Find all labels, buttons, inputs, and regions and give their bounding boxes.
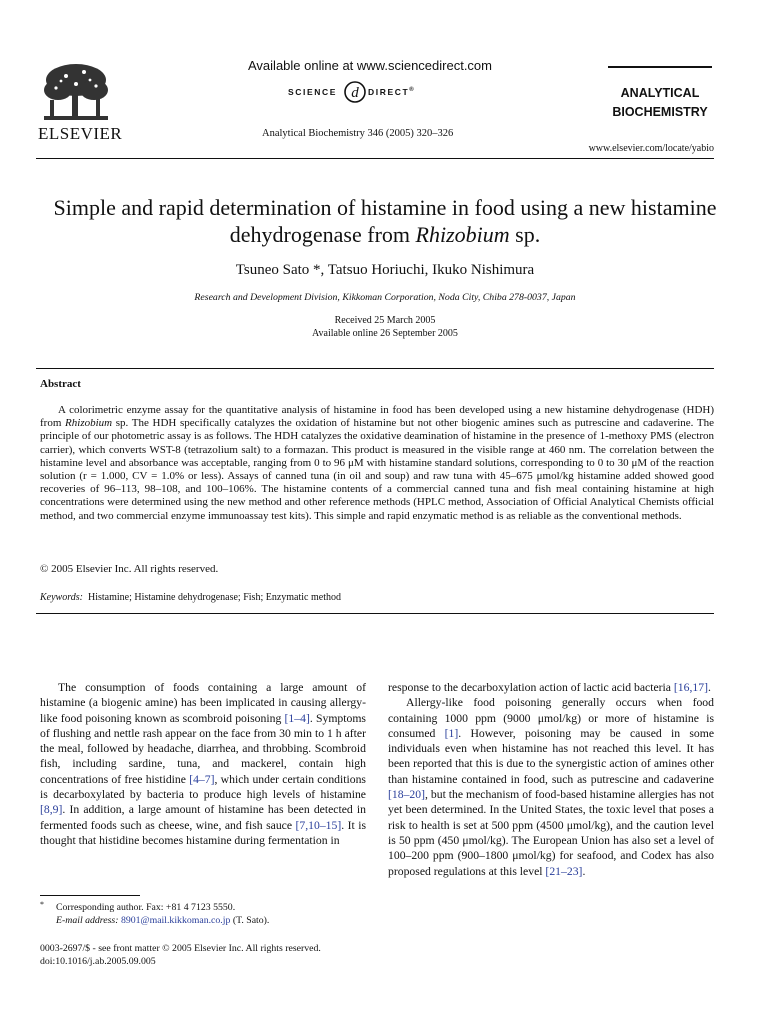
issn-doi: 0003-2697/$ - see front matter © 2005 Elsevier Inc. All rights reserved. doi:10.1016/j.ab.2005.09.005 [40, 942, 380, 968]
email-link[interactable]: 8901@mail.kikkoman.co.jp [120, 915, 231, 926]
citation-link[interactable]: [8,9] [40, 803, 63, 817]
journal-url[interactable]: www.elsevier.com/locate/yabio [588, 143, 714, 154]
citation-link[interactable]: [16,17] [673, 681, 708, 694]
abstract-divider [36, 613, 714, 614]
doi: doi:10.1016/j.ab.2005.09.005 [40, 956, 156, 967]
keywords: Keywords: Histamine; Histamine dehydrogenase; Fish; Enzymatic method [40, 592, 341, 603]
body-paragraph: response to the decarboxylation action of lactic acid bacteria [16,17]. [388, 681, 711, 694]
citation-link[interactable]: [18–20] [388, 788, 426, 802]
article-title: Simple and rapid determination of histamine in food using a new histamine dehydrogenase from Rhizobium sp. [53, 195, 717, 247]
body-paragraph: Allergy-like food poisoning generally occurs when food containing 1000 ppm (9000 μmol/kg) or more of histamine is consumed [1]. However, poisoning may be caused in some individuals even when histamine has not reached this level. It has been reported that this is due to the synergistic action of amines other than histamine contained in food, such as putrescine and cadaverine [18–20], but the mechanism of food-based histamine allergies has not yet been determined. In the United States, the toxic level that poses a risk to health is set at 500 ppm (4500 μmol/kg), and the caution level is 50 ppm (450 μmol/kg). The European Union has also set a level of 100–200 ppm (900–1800 μmol/kg) for seafood, and Codex has also proposed regulations at this level [21–23]. [388, 696, 715, 878]
journal-name: ANALYTICAL BIOCHEMISTRY [612, 86, 708, 119]
sd-at-icon [343, 80, 367, 104]
body-left-column: The consumption of foods containing a large amount of histamine (a biogenic amine) has been implicated in causing allergy-like food poisoning known as scombroid poisoning [1–4]. Symptoms of flushing and nettle rash appear on the face from 30 min to 1 h after the meal, followed by headache, diarrhea, and throbbing. Scombroid fish, including sardine, tuna, and mackerel, contain high concentrations of free histidine [4–7], which under certain conditions is decarboxylated by bacteria to produce high levels of histamine [8,9]. In addition, a large amount of histamine has been detected in fermented foods such as cheese, wine, and fish sauce [7,10–15]. It is thought that histidine becomes histamine during fermentation in [40, 681, 366, 847]
body-right-column [388, 680, 714, 879]
authors: Tsuneo Sato *, Tatsuo Horiuchi, Ikuko Nishimura [235, 262, 535, 278]
citation-link[interactable]: [4–7] [189, 772, 215, 786]
citation-link[interactable]: [1] [444, 726, 459, 740]
abstract-heading: Abstract [40, 378, 81, 390]
citation-link[interactable]: [1–4] [284, 711, 310, 725]
footnote-divider [40, 895, 140, 896]
corresponding-author-footnote: * Corresponding author. Fax: +81 4 7123 5550. E-mail address: 8901@mail.kikkoman.co.jp (T. Sato). [40, 900, 270, 926]
dates: Received 25 March 2005 Available online 26 September 2005 [312, 315, 458, 339]
publisher-name: ELSEVIER [38, 124, 123, 143]
available-online-text: Available online at www.sciencedirect.com [248, 58, 492, 73]
title-divider [36, 368, 714, 369]
affiliation: Research and Development Division, Kikkoman Corporation, Noda City, Chiba 278-0037, Japan [194, 292, 576, 303]
elsevier-tree-logo [36, 60, 116, 124]
journal-rule [608, 66, 712, 68]
sd-left-text: SCIENCE [288, 87, 337, 97]
sd-right-text: DIRECT® [368, 87, 416, 97]
citation-link[interactable]: [21–23] [545, 864, 583, 878]
sciencedirect-logo [288, 80, 428, 106]
abstract-text: A colorimetric enzyme assay for the quantitative analysis of histamine in food has been developed using a new histamine dehydrogenase (HDH) from Rhizobium sp. The HDH specifically catalyzes the oxidation of histamine but not other biogenic amines such as putrescine and cadaverine. The principle of our photometric assay is as follows. The HDH catalyzes the oxidative deamination of histamine in the presence of 1-methoxy PMS (electron carrier), which converts WST-8 (tetrazolium salt) to a formazan. This product is measured in the visible range at 460 nm. The correlation between the histamine level and absorbance was acceptable, ranging from 0 to 96 μM with histamine standard solutions, corresponding to 0 to 30 μM of the reaction solution (r = 1.000, CV = 1.0% or less). Assays of canned tuna (in oil and soup) and raw tuna with 45–675 μmol/kg histamine added showed good recoveries of 96–113, 98–108, and 100–106%. The histamine contents of a commercial canned tuna and fish meal containing histamine at high concentrations were determined using the new method and other reference methods (HPLC method, Association of Official Analytical Chemists official method, and two commercial enzyme immunoassay test kits). This simple and rapid enzymatic method is as reliable as the conventional methods. [40, 404, 714, 522]
journal-citation: Analytical Biochemistry 346 (2005) 320–326 [262, 128, 454, 139]
abstract-copyright: © 2005 Elsevier Inc. All rights reserved. [40, 563, 219, 575]
header-divider [36, 158, 714, 159]
svg-text:d: d [351, 85, 359, 101]
citation-link[interactable]: [7,10–15] [295, 818, 342, 832]
